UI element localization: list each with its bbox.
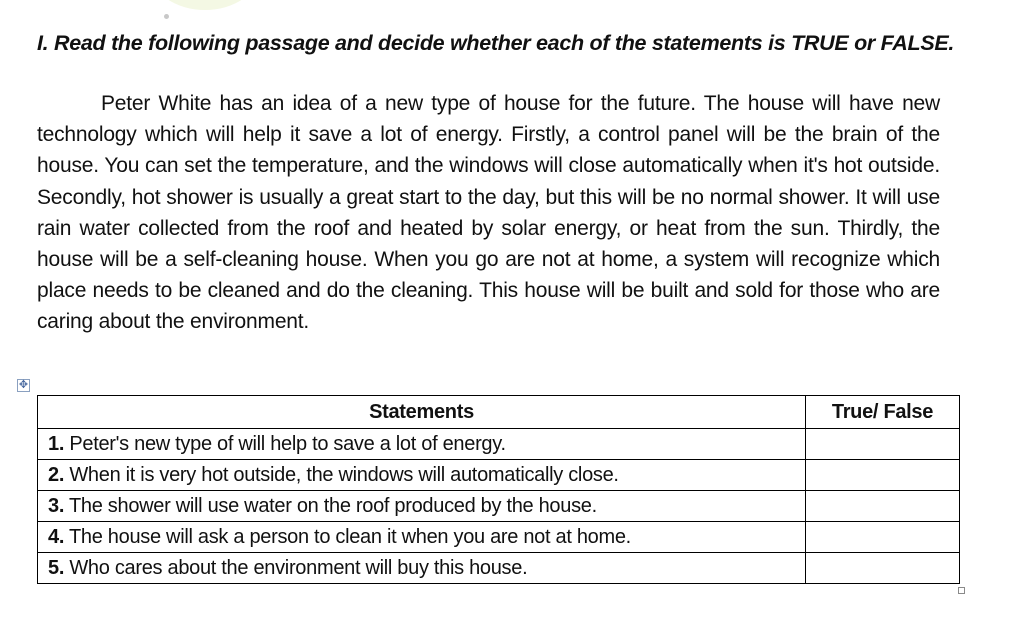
statements-table xyxy=(37,395,960,584)
table-row xyxy=(38,429,960,460)
statement-number: 2. xyxy=(48,463,65,486)
statement-cell xyxy=(38,522,806,553)
statement-cell xyxy=(38,460,806,491)
table-move-handle-icon[interactable]: ✥ xyxy=(18,379,29,391)
answer-cell[interactable] xyxy=(806,553,960,584)
reading-passage: Peter White has an idea of a new type of house for the future. The house will have new technology which will help it save a lot of energy. Firstly, a control panel will be the brain of the house. You can set the temperature, and the windows will close automatically when it's hot outside. Secondly, hot shower is usually a great start to the day, but this will be no normal shower. It will use rain water collected from the roof and heated by solar energy, or heat from the sun. Thirdly, the house will be a self-cleaning house. When you go are not at home, a system will recognize which place needs to be cleaned and do the cleaning. This house will be built and sold for those who are caring about the environment. xyxy=(37,92,940,334)
decorative-dot xyxy=(164,14,169,19)
answer-cell[interactable] xyxy=(806,429,960,460)
statement-cell xyxy=(38,491,806,522)
statement-cell xyxy=(38,553,806,584)
table-resize-handle-icon[interactable] xyxy=(958,587,965,594)
statement-number: 4. xyxy=(48,525,65,548)
statement-number: 1. xyxy=(48,432,65,455)
decorative-circle xyxy=(150,0,260,10)
header-true-false: True/ False xyxy=(806,396,960,429)
table-row xyxy=(38,522,960,553)
header-statements: Statements xyxy=(38,396,806,429)
statement-cell xyxy=(38,429,806,460)
answer-cell[interactable] xyxy=(806,460,960,491)
statement-text: When it is very hot outside, the windows will automatically close. xyxy=(64,463,619,486)
statement-number: 5. xyxy=(48,556,65,579)
table-row xyxy=(38,460,960,491)
table-row xyxy=(38,553,960,584)
exercise-heading: I. Read the following passage and decide whether each of the statements is TRUE or FALSE. xyxy=(37,31,955,55)
statement-text: The house will ask a person to clean it when you are not at home. xyxy=(64,525,631,548)
table-row xyxy=(38,491,960,522)
statement-number: 3. xyxy=(48,494,65,517)
answer-cell[interactable] xyxy=(806,491,960,522)
answer-cell[interactable] xyxy=(806,522,960,553)
statement-text: Who cares about the environment will buy this house. xyxy=(64,556,528,579)
table-header-row xyxy=(38,396,960,429)
statement-text: The shower will use water on the roof produced by the house. xyxy=(64,494,597,517)
statement-text: Peter's new type of will help to save a lot of energy. xyxy=(64,432,506,455)
